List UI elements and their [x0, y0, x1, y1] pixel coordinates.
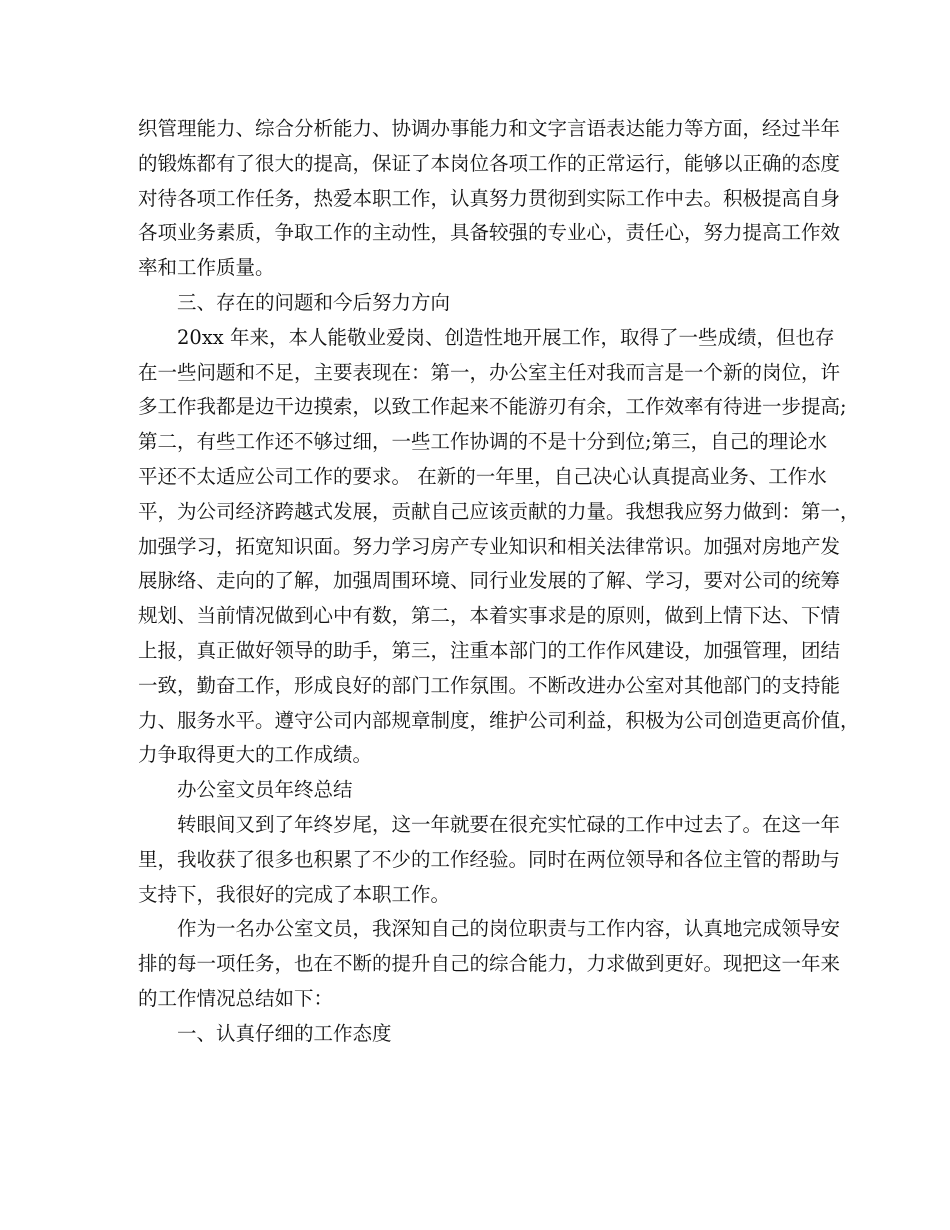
text-line: 的锻炼都有了很大的提高，保证了本岗位各项工作的正常运行，能够以正确的态度 [138, 151, 841, 175]
paragraph-start-line: 三、存在的问题和今后努力方向 [177, 290, 451, 314]
text-line: 力争取得更大的工作成绩。 [138, 743, 373, 767]
text-line: 多工作我都是边干边摸索，以致工作起来不能游刃有余，工作效率有待进一步提高; [138, 395, 847, 419]
text-line: 平，为公司经济跨越式发展，贡献自己应该贡献的力量。我想我应努力做到：第一， [138, 499, 860, 523]
paragraph-start-line: 20xx 年来，本人能敬业爱岗、创造性地开展工作，取得了一些成绩，但也存 [177, 325, 835, 349]
text-line: 平还不太适应公司工作的要求。 在新的一年里，自己决心认真提高业务、工作水 [138, 464, 827, 488]
text-line: 的工作情况总结如下： [138, 986, 334, 1010]
text-line: 力、服务水平。遵守公司内部规章制度，维护公司利益，积极为公司创造更高价值， [138, 708, 860, 732]
text-line: 第二，有些工作还不够过细，一些工作协调的不是十分到位;第三，自己的理论水 [138, 430, 828, 454]
text-line: 上报，真正做好领导的助手，第三，注重本部门的工作作风建设，加强管理，团结 [138, 638, 841, 662]
text-line: 织管理能力、综合分析能力、协调办事能力和文字言语表达能力等方面，经过半年 [138, 117, 841, 140]
text-line: 规划、当前情况做到心中有数，第二，本着实事求是的原则，做到上情下达、下情 [138, 604, 841, 628]
text-line: 加强学习，拓宽知识面。努力学习房产专业知识和相关法律常识。加强对房地产发 [138, 534, 841, 558]
text-line: 一致，勤奋工作，形成良好的部门工作氛围。不断改进办公室对其他部门的支持能 [138, 673, 841, 697]
text-line: 各项业务素质，争取工作的主动性，具备较强的专业心，责任心，努力提高工作效 [138, 221, 841, 245]
text-line: 展脉络、走向的了解，加强周围环境、同行业发展的了解、学习，要对公司的统筹 [138, 569, 841, 593]
text-line: 支持下，我很好的完成了本职工作。 [138, 882, 451, 906]
paragraph-start-line: 一、认真仔细的工作态度 [177, 1021, 392, 1045]
text-line: 在一些问题和不足，主要表现在：第一，办公室主任对我而言是一个新的岗位，许 [138, 360, 841, 384]
text-line: 排的每一项任务，也在不断的提升自己的综合能力，力求做到更好。现把这一年来 [138, 952, 841, 976]
document-body [138, 112, 860, 1052]
text-line: 对待各项工作任务，热爱本职工作，认真努力贯彻到实际工作中去。积极提高自身 [138, 186, 841, 210]
text-line: 率和工作质量。 [138, 256, 275, 280]
paragraph-start-line: 办公室文员年终总结 [177, 778, 353, 802]
paragraph-start-line: 作为一名办公室文员，我深知自己的岗位职责与工作内容，认真地完成领导安 [177, 917, 841, 941]
paragraph-start-line: 转眼间又到了年终岁尾，这一年就要在很充实忙碌的工作中过去了。在这一年 [177, 812, 841, 836]
text-line: 里，我收获了很多也积累了不少的工作经验。同时在两位领导和各位主管的帮助与 [138, 847, 841, 871]
